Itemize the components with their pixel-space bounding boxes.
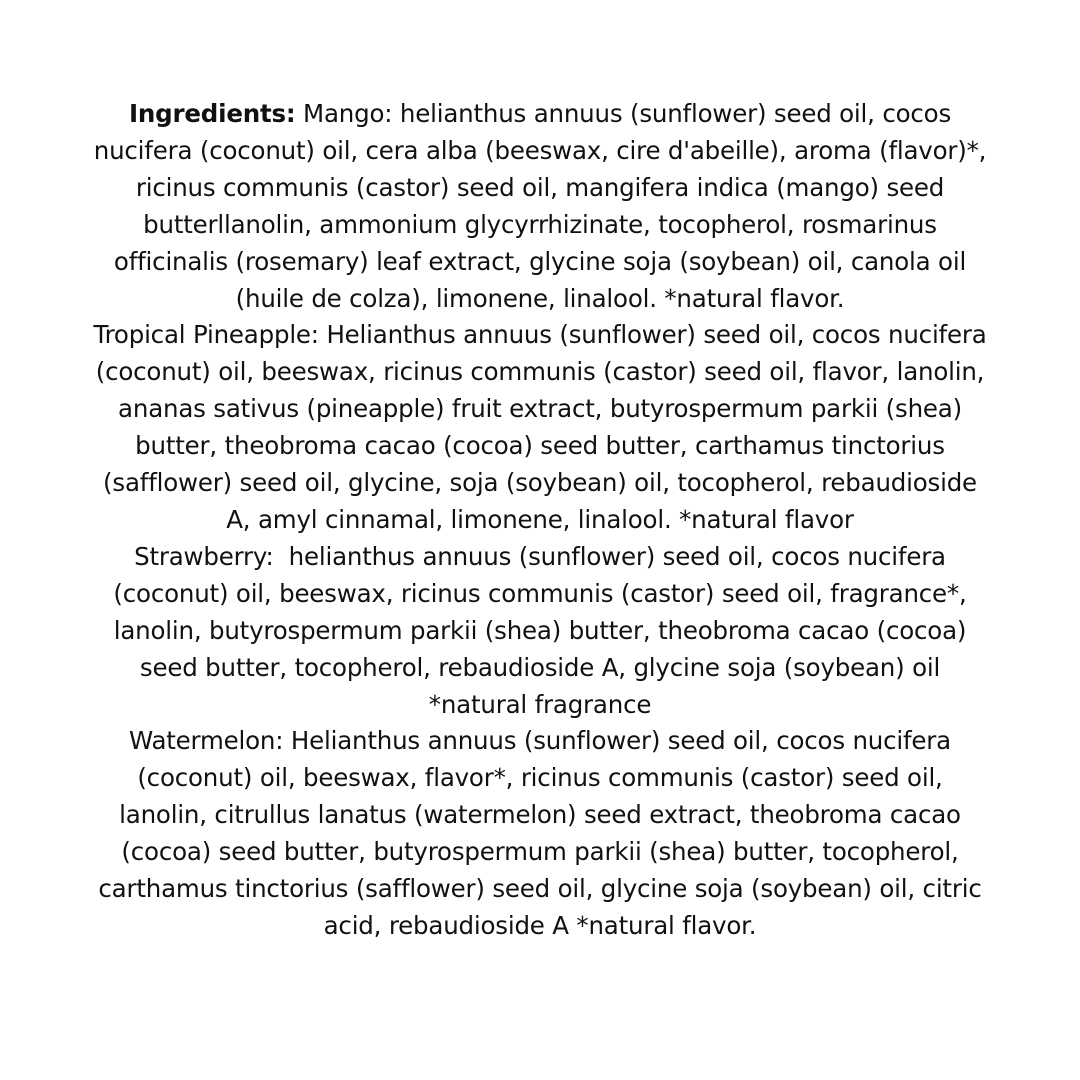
- watermelon-ingredients: Watermelon: Helianthus annuus (sunflower) seed oil, cocos nucifera (coconut) oil, beeswax, flavor*, ricinus communis (castor) seed oil, lanolin, citrullus lanatus (watermelon) seed extract, theobroma cacao (cocoa) seed butter, butyrospermum parkii (shea) butter, tocopherol, carthamus tinctorius (safflower) seed oil, glycine soja (soybean) oil, citric acid, rebaudioside A *natural flavor.: [98, 726, 982, 940]
- ingredients-heading: Ingredients:: [128, 99, 296, 128]
- mango-ingredients-text: Mango: helianthus annuus (sunflower) seed oil, cocos nucifera (coconut) oil, cera alba (beeswax, cire d'abeille), aroma (flavor)*, ricinus communis (castor) seed oil, mangifera indica (mango) seed butterllanolin, ammonium glycyrrhizinate, tocopherol, rosmarinus officinalis (rosemary) leaf extract, glycine soja (soybean) oil, canola oil (huile de colza), limonene, linalool. *natural flavor.: [93, 99, 987, 313]
- ingredients-text-block: [90, 96, 990, 945]
- mango-ingredients: [90, 96, 990, 317]
- pineapple-ingredients: Tropical Pineapple: Helianthus annuus (sunflower) seed oil, cocos nucifera (coconut) oil, beeswax, ricinus communis (castor) seed oil, flavor, lanolin, ananas sativus (pineapple) fruit extract, butyrospermum parkii (shea) butter, theobroma cacao (cocoa) seed butter, carthamus tinctorius (safflower) seed oil, glycine, soja (soybean) oil, tocopherol, rebaudioside A, amyl cinnamal, limonene, linalool. *natural flavor: [93, 320, 987, 534]
- strawberry-ingredients: Strawberry: helianthus annuus (sunflower) seed oil, cocos nucifera (coconut) oil, beeswax, ricinus communis (castor) seed oil, fragrance*, lanolin, butyrospermum parkii (shea) butter, theobroma cacao (cocoa) seed butter, tocopherol, rebaudioside A, glycine soja (soybean) oil *natural fragrance: [113, 541, 975, 719]
